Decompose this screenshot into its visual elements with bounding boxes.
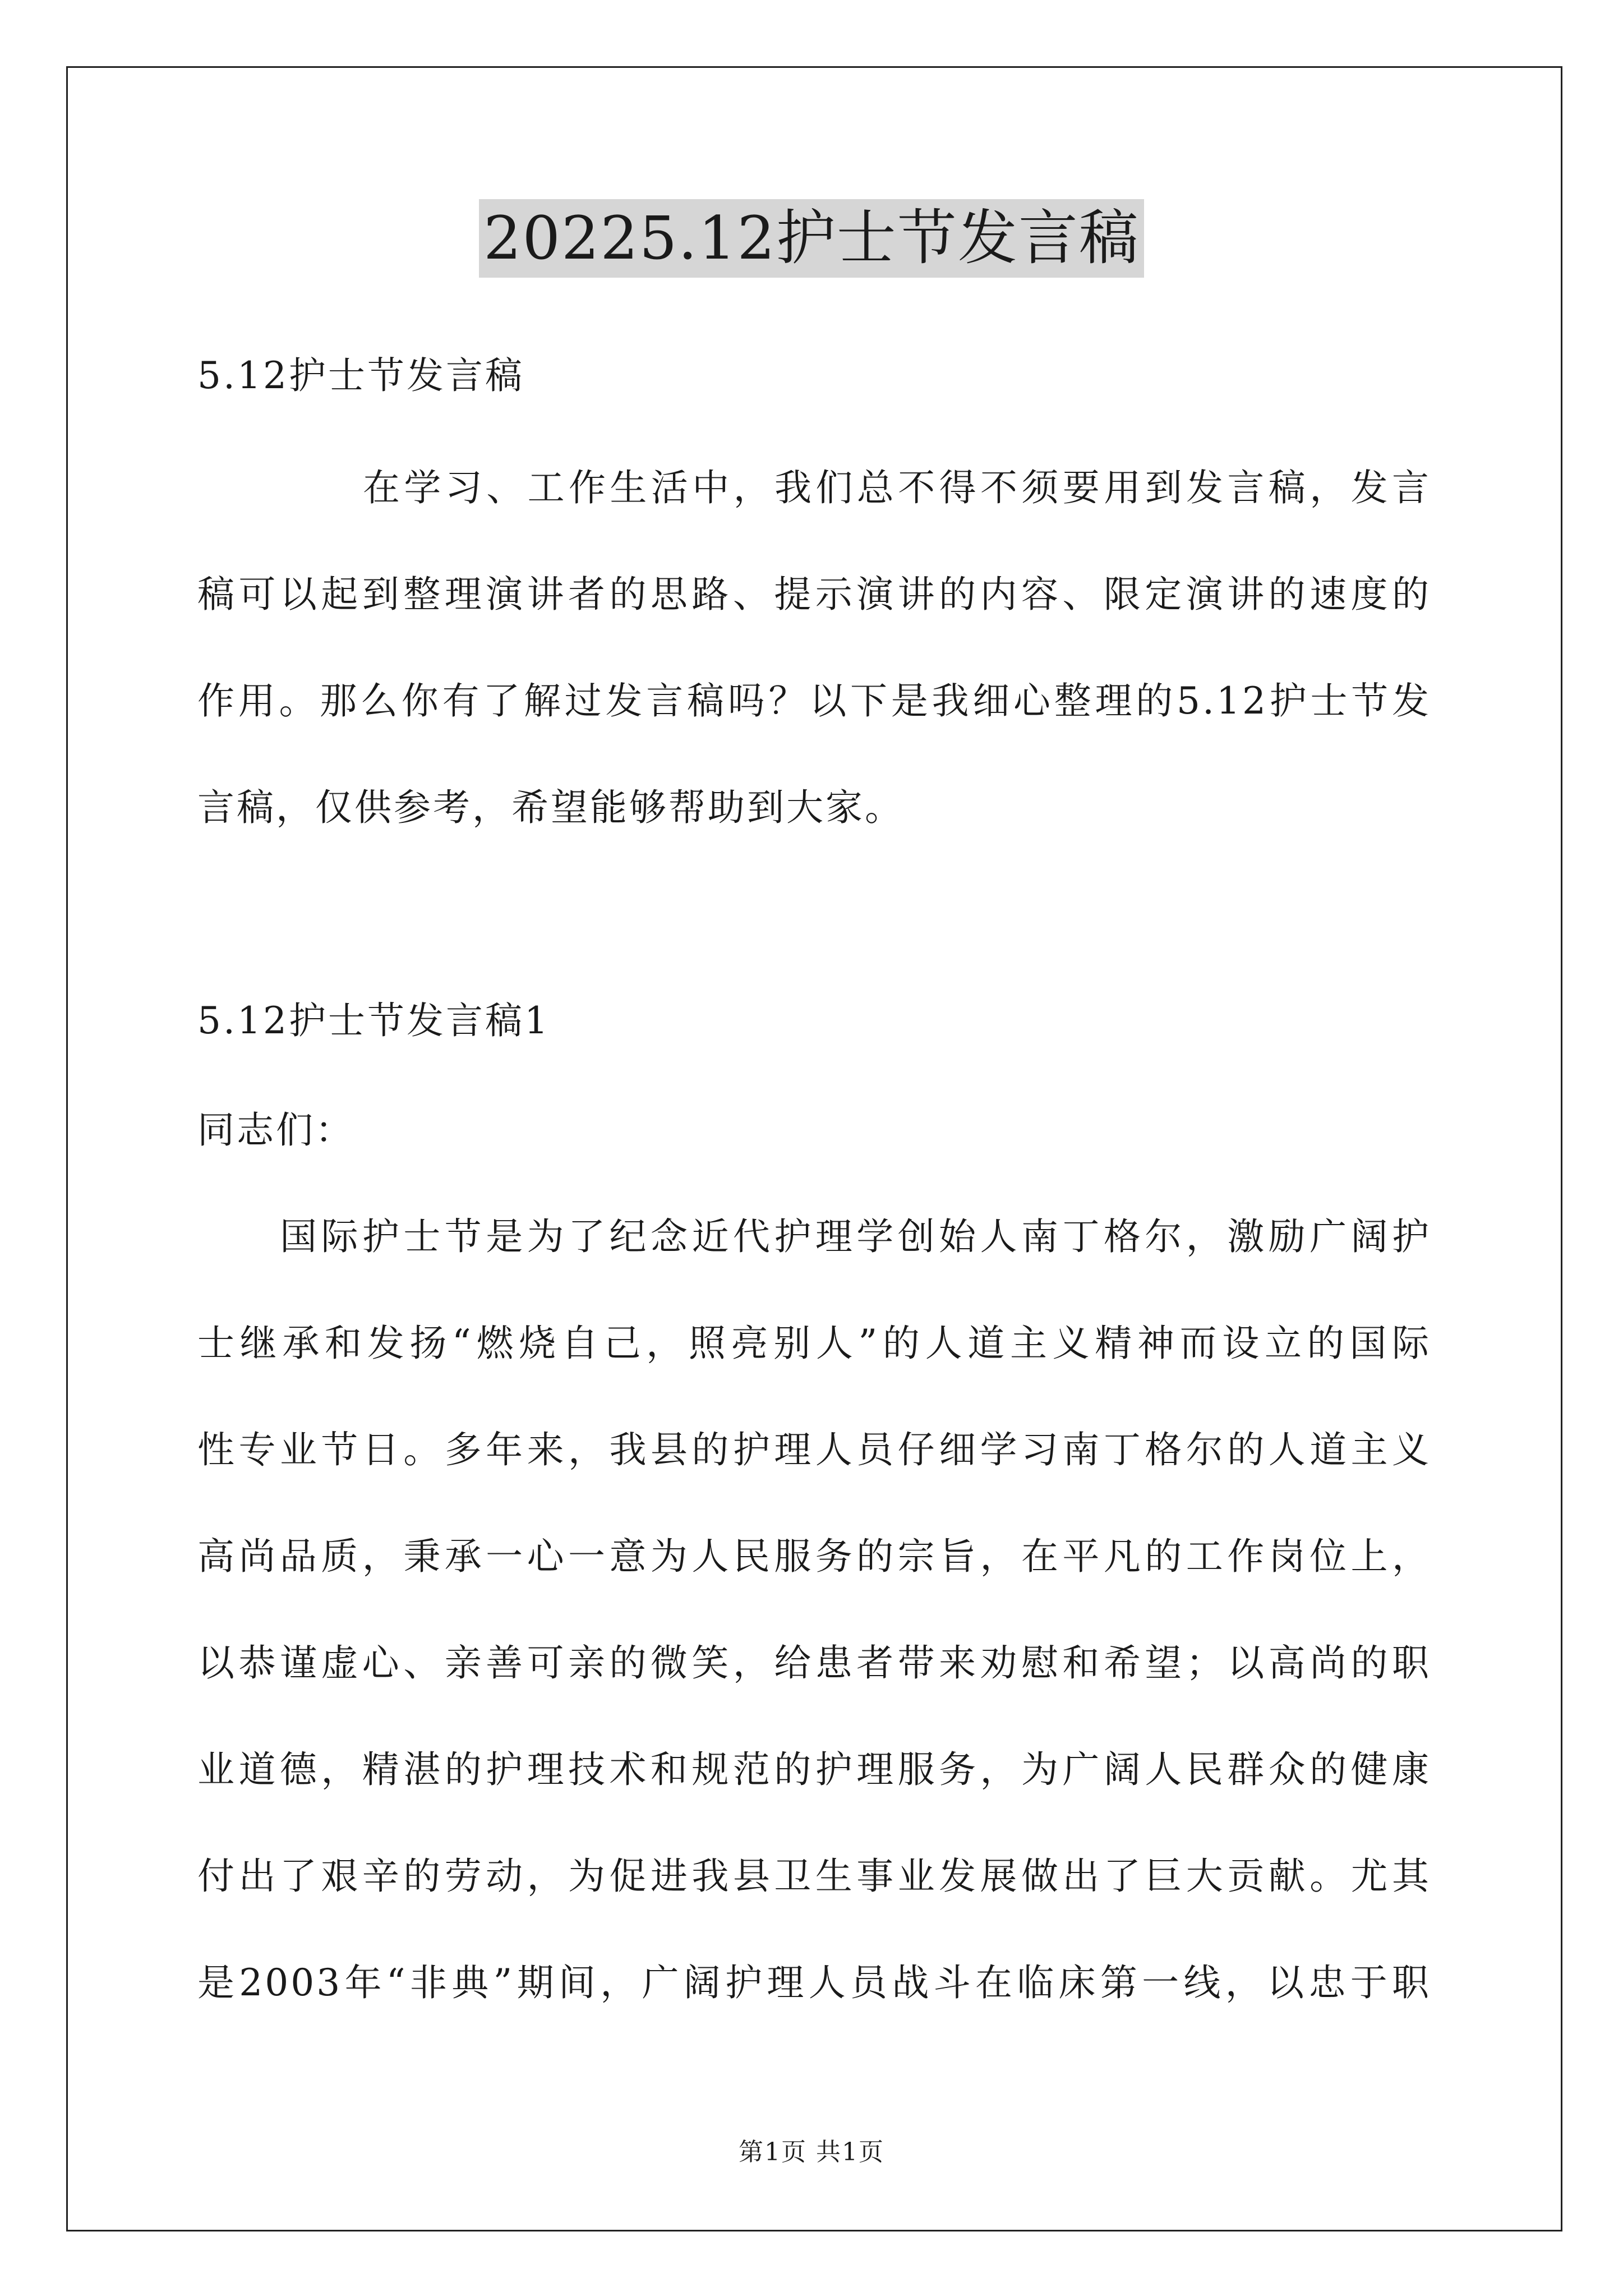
paragraph-line: 稿可以起到整理演讲者的思路、提示演讲的内容、限定演讲的速度的	[197, 573, 1431, 616]
paragraph-line: 言稿，仅供参考，希望能够帮助到大家。	[197, 786, 904, 829]
paragraph-line: 在学习、工作生活中，我们总不得不须要用到发言稿，发言	[363, 466, 1431, 509]
salutation: 同志们：	[197, 1108, 354, 1152]
paragraph-line: 作用。那么你有了解过发言稿吗？以下是我细心整理的5.12护士节发	[197, 679, 1431, 723]
paragraph-line: 付出了艰辛的劳动，为促进我县卫生事业发展做出了巨大贡献。尤其	[197, 1855, 1431, 1898]
document-title: 20225.12护士节发言稿	[479, 199, 1144, 278]
title-wrap	[0, 199, 1623, 278]
paragraph-line: 以恭谨虚心、亲善可亲的微笑，给患者带来劝慰和希望；以高尚的职	[197, 1641, 1431, 1685]
intro-heading: 5.12护士节发言稿	[197, 354, 524, 397]
page-footer: 第1页 共1页	[739, 2138, 884, 2166]
paragraph-line: 是2003年“非典”期间，广阔护理人员战斗在临床第一线，以忠于职	[197, 1961, 1431, 2004]
paragraph-line: 性专业节日。多年来，我县的护理人员仔细学习南丁格尔的人道主义	[197, 1428, 1431, 1471]
section-heading: 5.12护士节发言稿1	[197, 999, 550, 1042]
paragraph-line: 业道德，精湛的护理技术和规范的护理服务，为广阔人民群众的健康	[197, 1748, 1431, 1791]
paragraph-line: 士继承和发扬“燃烧自己，照亮别人”的人道主义精神而设立的国际	[197, 1322, 1431, 1365]
paragraph-line: 国际护士节是为了纪念近代护理学创始人南丁格尔，激励广阔护	[280, 1215, 1431, 1258]
paragraph-line: 高尚品质，秉承一心一意为人民服务的宗旨，在平凡的工作岗位上，	[197, 1535, 1431, 1578]
